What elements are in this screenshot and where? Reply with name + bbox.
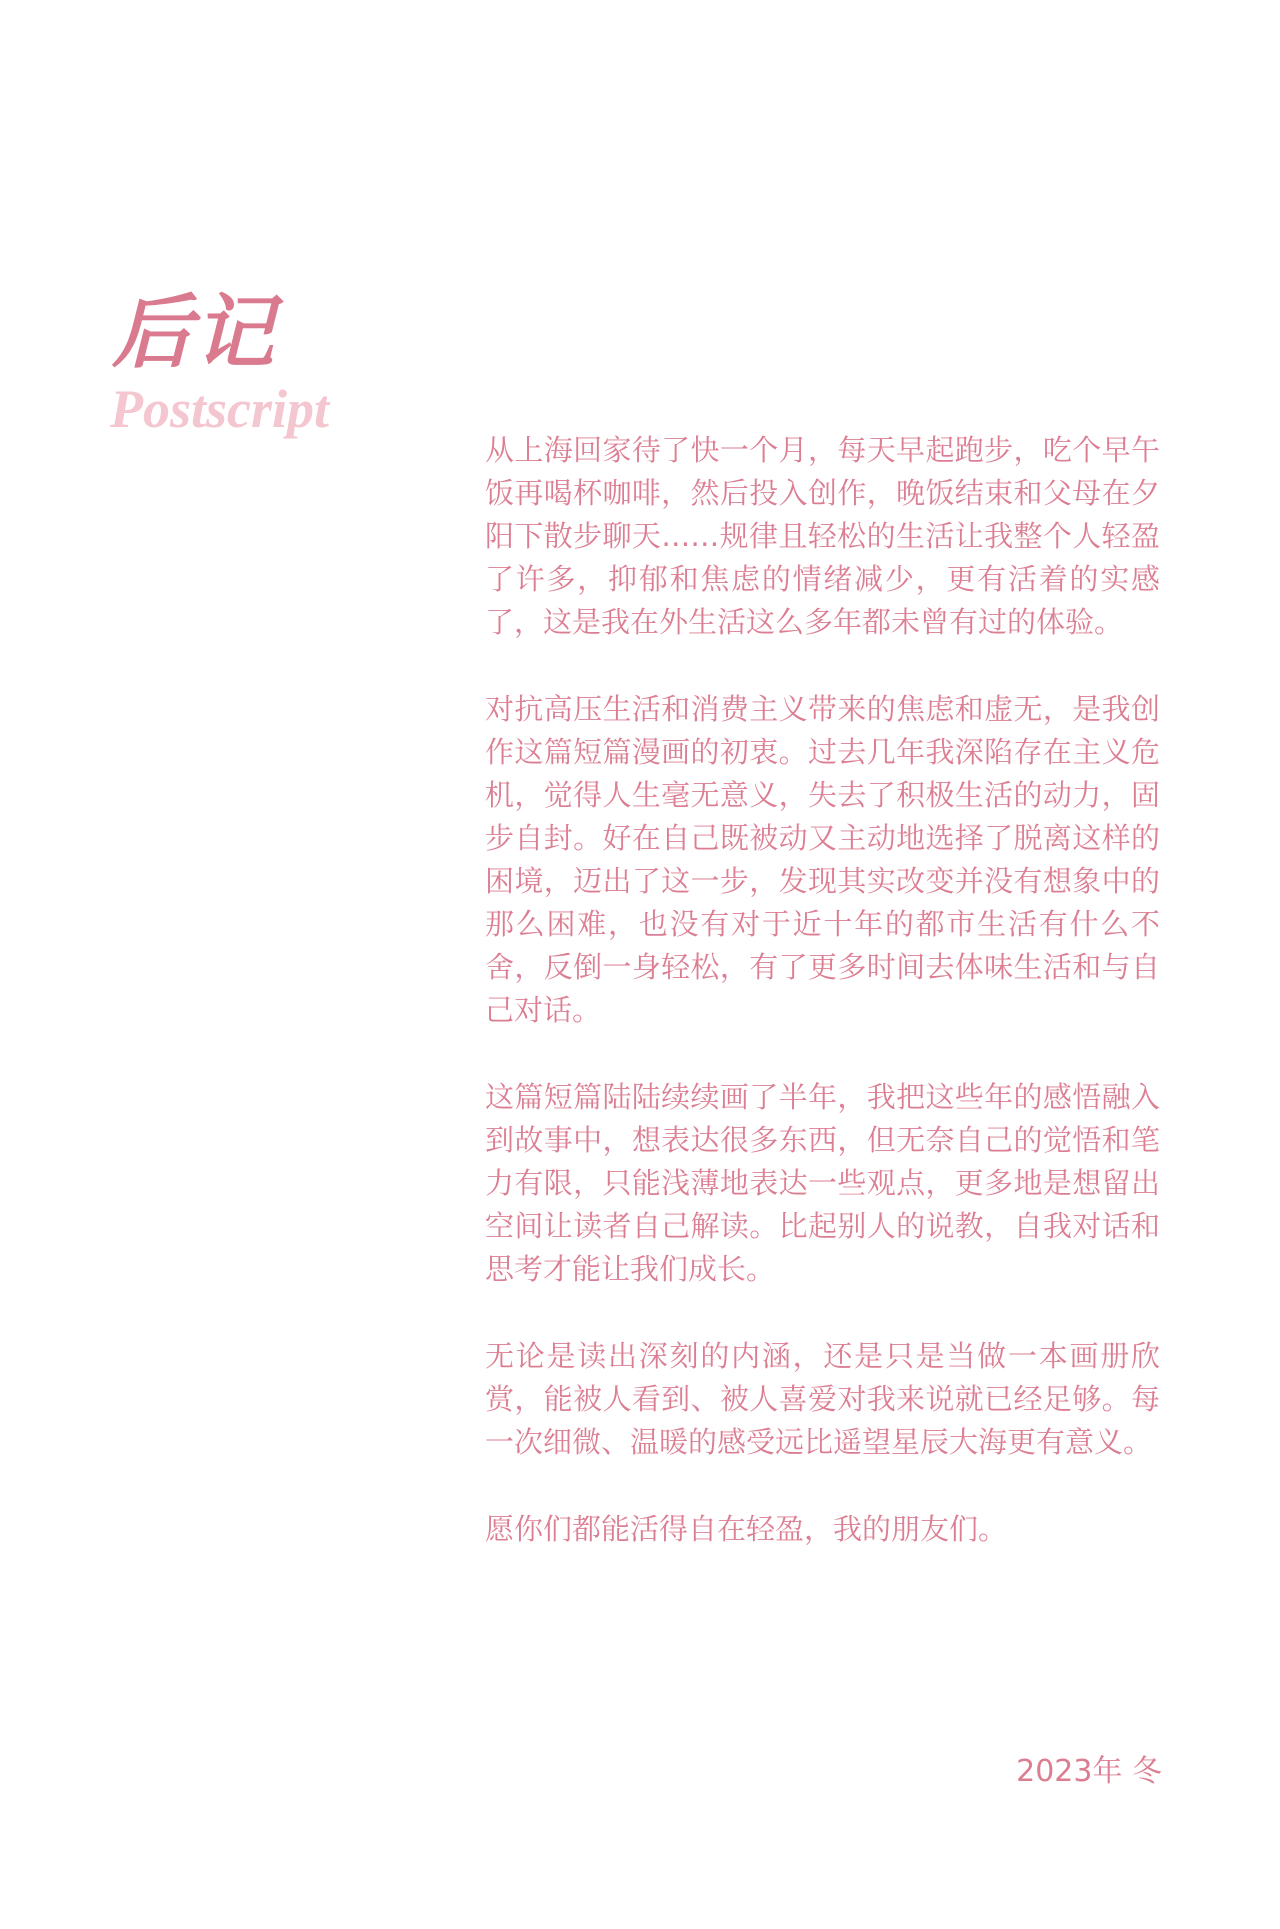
paragraph-4: 无论是读出深刻的内涵，还是只是当做一本画册欣赏，能被人看到、被人喜爱对我来说就已经足够。每一次细微、温暖的感受远比遥望星辰大海更有意义。 [485, 1339, 1160, 1459]
postscript-body [485, 429, 1160, 1595]
page-subtitle: Postscript [110, 379, 330, 439]
signature-date: 2023年 冬 [1016, 1754, 1162, 1789]
paragraph-5: 愿你们都能活得自在轻盈，我的朋友们。 [485, 1512, 1008, 1546]
paragraph-3: 这篇短篇陆陆续续画了半年，我把这些年的感悟融入到故事中，想表达很多东西，但无奈自己的觉悟和笔力有限，只能浅薄地表达一些观点，更多地是想留出空间让读者自己解读。比起别人的说教，自我对话和思考才能让我们成长。 [485, 1080, 1160, 1286]
paragraph-2: 对抗高压生活和消费主义带来的焦虑和虚无，是我创作这篇短篇漫画的初衷。过去几年我深陷存在主义危机，觉得人生毫无意义，失去了积极生活的动力，固步自封。好在自己既被动又主动地选择了脱离这样的困境，迈出了这一步，发现其实改变并没有想象中的那么困难，也没有对于近十年的都市生活有什么不舍，反倒一身轻松，有了更多时间去体味生活和与自己对话。 [485, 692, 1160, 1027]
paragraph-1: 从上海回家待了快一个月，每天早起跑步，吃个早午饭再喝杯咖啡，然后投入创作，晚饭结束和父母在夕阳下散步聊天……规律且轻松的生活让我整个人轻盈了许多，抑郁和焦虑的情绪减少，更有活着的实感了，这是我在外生活这么多年都未曾有过的体验。 [485, 433, 1160, 639]
page-title: 后记 [112, 285, 276, 379]
